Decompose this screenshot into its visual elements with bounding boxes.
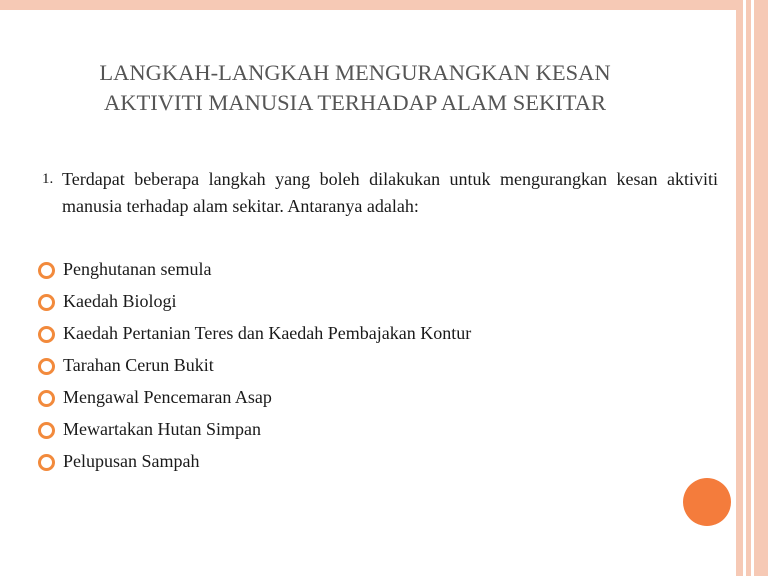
intro-text: Terdapat beberapa langkah yang boleh dilakukan untuk mengurangkan kesan aktiviti manusia terhadap alam sekitar. Antaranya adalah: <box>62 169 718 216</box>
bullet-icon <box>38 358 55 375</box>
list-item-text: Kaedah Pertanian Teres dan Kaedah Pembajakan Kontur <box>63 323 472 343</box>
list-item <box>38 351 471 383</box>
bullet-icon <box>38 294 55 311</box>
list-item-text: Mewartakan Hutan Simpan <box>63 419 261 439</box>
list-item <box>38 415 471 447</box>
list-item <box>38 447 471 479</box>
right-border-stripe <box>751 0 754 576</box>
slide-title-line: AKTIVITI MANUSIA TERHADAP ALAM SEKITAR <box>104 90 606 115</box>
list-item-text: Kaedah Biologi <box>63 291 177 311</box>
list-item-text: Pelupusan Sampah <box>63 451 200 471</box>
slide-title-line: LANGKAH-LANGKAH MENGURANGKAN KESAN <box>99 60 611 85</box>
bullet-icon <box>38 422 55 439</box>
top-border <box>0 0 768 10</box>
list-item <box>38 319 471 351</box>
list-item <box>38 287 471 319</box>
intro-number: 1. <box>42 171 54 187</box>
bullet-icon <box>38 454 55 471</box>
list-item-text: Penghutanan semula <box>63 259 212 279</box>
slide-title <box>40 58 670 118</box>
bullet-icon <box>38 390 55 407</box>
list-item-text: Tarahan Cerun Bukit <box>63 355 214 375</box>
list-item <box>38 383 471 415</box>
list-item-text: Mengawal Pencemaran Asap <box>63 387 272 407</box>
right-border-stripe <box>743 0 746 576</box>
orange-circle-icon <box>683 478 731 526</box>
bullet-icon <box>38 262 55 279</box>
bullet-icon <box>38 326 55 343</box>
intro-paragraph <box>42 166 718 220</box>
list-item <box>38 255 471 287</box>
bullet-list <box>38 255 471 479</box>
